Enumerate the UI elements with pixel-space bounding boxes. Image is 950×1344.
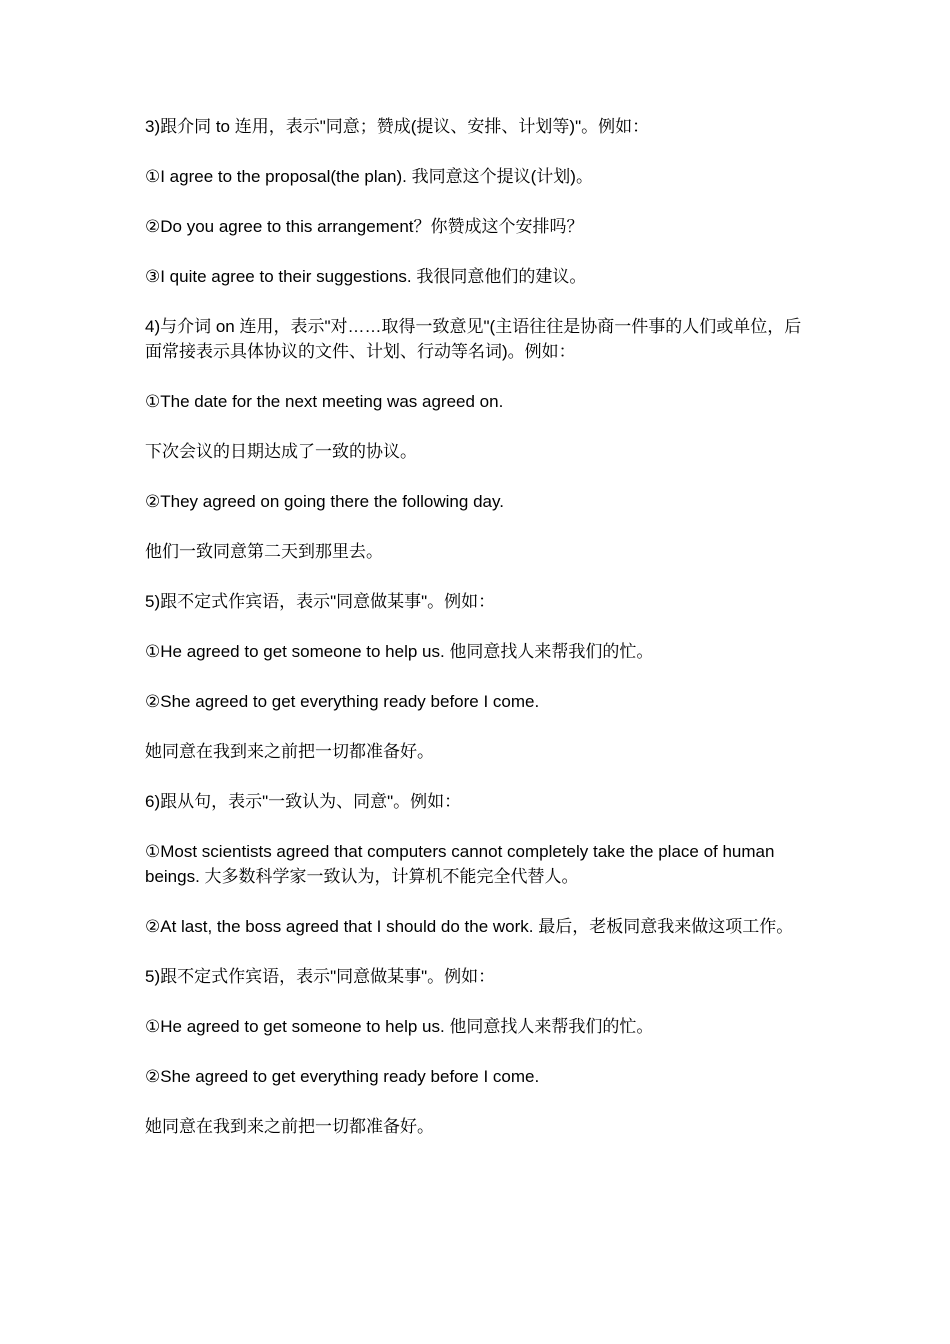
example-sentence: ①He agreed to get someone to help us. 他同意找人来帮我们的忙。 (145, 1017, 654, 1036)
example-translation: 下次会议的日期达成了一致的协议。 (145, 442, 417, 461)
document-body (145, 114, 810, 1164)
section-heading-3: 3)跟介同 to 连用，表示"同意；赞成(提议、安排、计划等)"。例如： (145, 117, 650, 136)
example-sentence: ①He agreed to get someone to help us. 他同意找人来帮我们的忙。 (145, 642, 654, 661)
example-sentence: ②They agreed on going there the following day. (145, 492, 504, 511)
example-sentence: ①I agree to the proposal(the plan). 我同意这个提议(计划)。 (145, 167, 593, 186)
example-sentence: ②Do you agree to this arrangement？你赞成这个安排吗？ (145, 217, 584, 236)
example-sentence: ②She agreed to get everything ready before I come. (145, 692, 540, 711)
example-sentence: ①Most scientists agreed that computers cannot completely take the place of human beings. 大多数科学家一致认为，计算机不能完全代替人。 (145, 842, 775, 886)
section-heading-6: 6)跟从句，表示"一致认为、同意"。例如： (145, 792, 462, 811)
example-translation: 她同意在我到来之前把一切都准备好。 (145, 1117, 434, 1136)
example-sentence: ②At last, the boss agreed that I should do the work. 最后，老板同意我来做这项工作。 (145, 917, 794, 936)
example-sentence: ②She agreed to get everything ready before I come. (145, 1067, 540, 1086)
example-sentence: ③I quite agree to their suggestions. 我很同意他们的建议。 (145, 267, 587, 286)
example-sentence: ①The date for the next meeting was agreed on. (145, 392, 504, 411)
example-translation: 她同意在我到来之前把一切都准备好。 (145, 742, 434, 761)
section-heading-4: 4)与介词 on 连用，表示"对……取得一致意见"(主语往往是协商一件事的人们或单位，后面常接表示具体协议的文件、计划、行动等名词)。例如： (145, 317, 802, 361)
section-heading-5: 5)跟不定式作宾语，表示"同意做某事"。例如： (145, 592, 496, 611)
section-heading-5-repeat: 5)跟不定式作宾语，表示"同意做某事"。例如： (145, 967, 496, 986)
example-translation: 他们一致同意第二天到那里去。 (145, 542, 383, 561)
